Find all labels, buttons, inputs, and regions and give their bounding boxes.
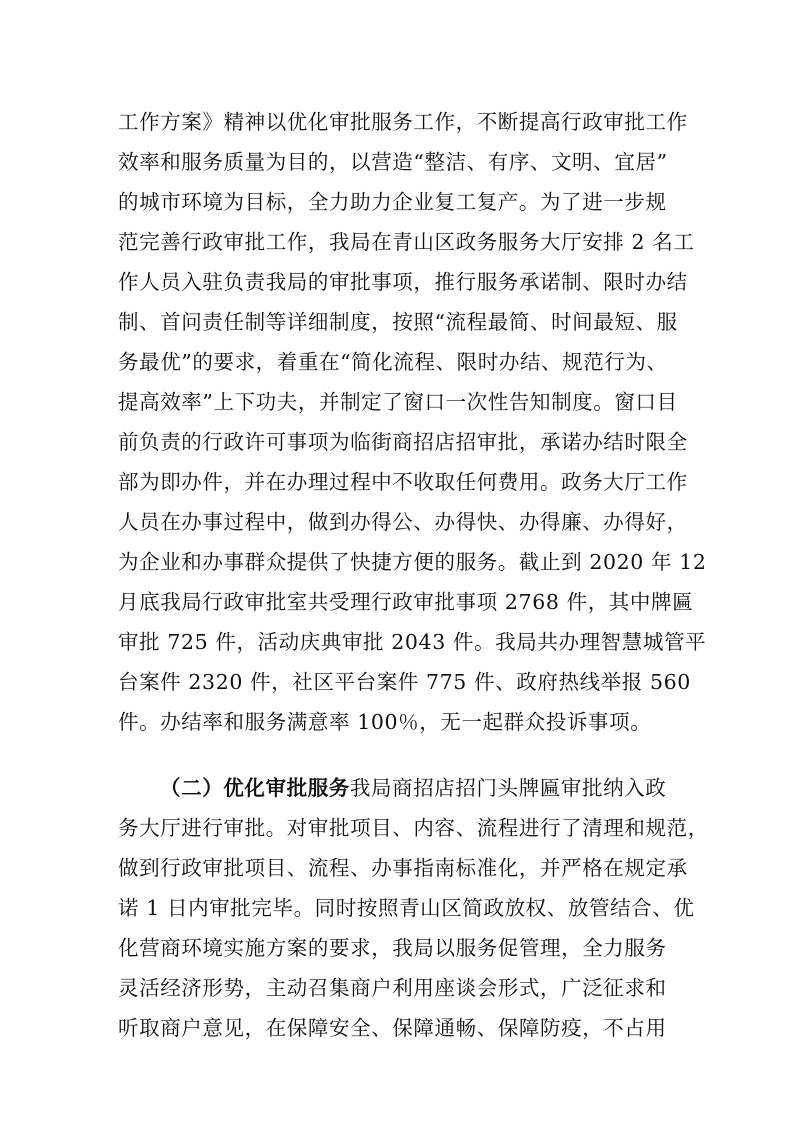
paragraph-text: 我局商招店招门头牌匾审批纳入政 bbox=[349, 776, 667, 800]
paragraph-line: 审批 725 件，活动庆典审批 2043 件。我局共办理智慧城管平 bbox=[118, 630, 707, 654]
paragraph-line: 台案件 2320 件，社区平台案件 775 件、政府热线举报 560 bbox=[118, 670, 691, 694]
paragraph-line: 工作方案》精神以优化审批服务工作，不断提高行政审批工作 bbox=[118, 110, 688, 134]
paragraph-line: 为企业和办事群众提供了快捷方便的服务。截止到 2020 年 12 bbox=[118, 550, 707, 574]
paragraph-line: 的城市环境为目标，全力助力企业复工复产。为了进一步规 bbox=[118, 190, 667, 214]
section-heading: （二）优化审批服务 bbox=[160, 776, 350, 800]
paragraph-line: 务大厅进行审批。对审批项目、内容、流程进行了清理和规范， bbox=[118, 816, 709, 840]
paragraph-line: 灵活经济形势，主动召集商户利用座谈会形式，广泛征求和 bbox=[118, 976, 667, 1000]
paragraph-line: 务最优”的要求，着重在“简化流程、限时办结、规范行为、 bbox=[118, 350, 668, 374]
paragraph-line: 部为即办件，并在办理过程中不收取任何费用。政务大厅工作 bbox=[118, 470, 688, 494]
paragraph-line: 化营商环境实施方案的要求，我局以服务促管理，全力服务 bbox=[118, 936, 667, 960]
paragraph-line: 听取商户意见，在保障安全、保障通畅、保障防疫，不占用 bbox=[118, 1016, 667, 1040]
paragraph-line: 件。办结率和服务满意率 100％，无一起群众投诉事项。 bbox=[118, 710, 652, 734]
paragraph-line: 前负责的行政许可事项为临街商招店招审批，承诺办结时限全 bbox=[118, 430, 688, 454]
paragraph-line: 月底我局行政审批室共受理行政审批事项 2768 件，其中牌匾 bbox=[118, 590, 694, 614]
paragraph-line: 人员在办事过程中，做到办得公、办得快、办得廉、办得好， bbox=[118, 510, 688, 534]
paragraph-line: 范完善行政审批工作，我局在青山区政务服务大厅安排 2 名工 bbox=[118, 230, 695, 254]
paragraph-line: 效率和服务质量为目的，以营造“整洁、有序、文明、宜居” bbox=[118, 150, 668, 174]
paragraph-first-line bbox=[160, 768, 688, 808]
paragraph-line: 做到行政审批项目、流程、办事指南标准化，并严格在规定承 bbox=[118, 856, 688, 880]
paragraph-line: 制、首问责任制等详细制度，按照“流程最简、时间最短、服 bbox=[118, 310, 678, 334]
paragraph-line: 诺 1 日内审批完毕。同时按照青山区简政放权、放管结合、优 bbox=[118, 896, 695, 920]
paragraph-line: 提高效率”上下功夫，并制定了窗口一次性告知制度。窗口目 bbox=[118, 390, 678, 414]
paragraph-line: 作人员入驻负责我局的审批事项，推行服务承诺制、限时办结 bbox=[118, 270, 688, 294]
